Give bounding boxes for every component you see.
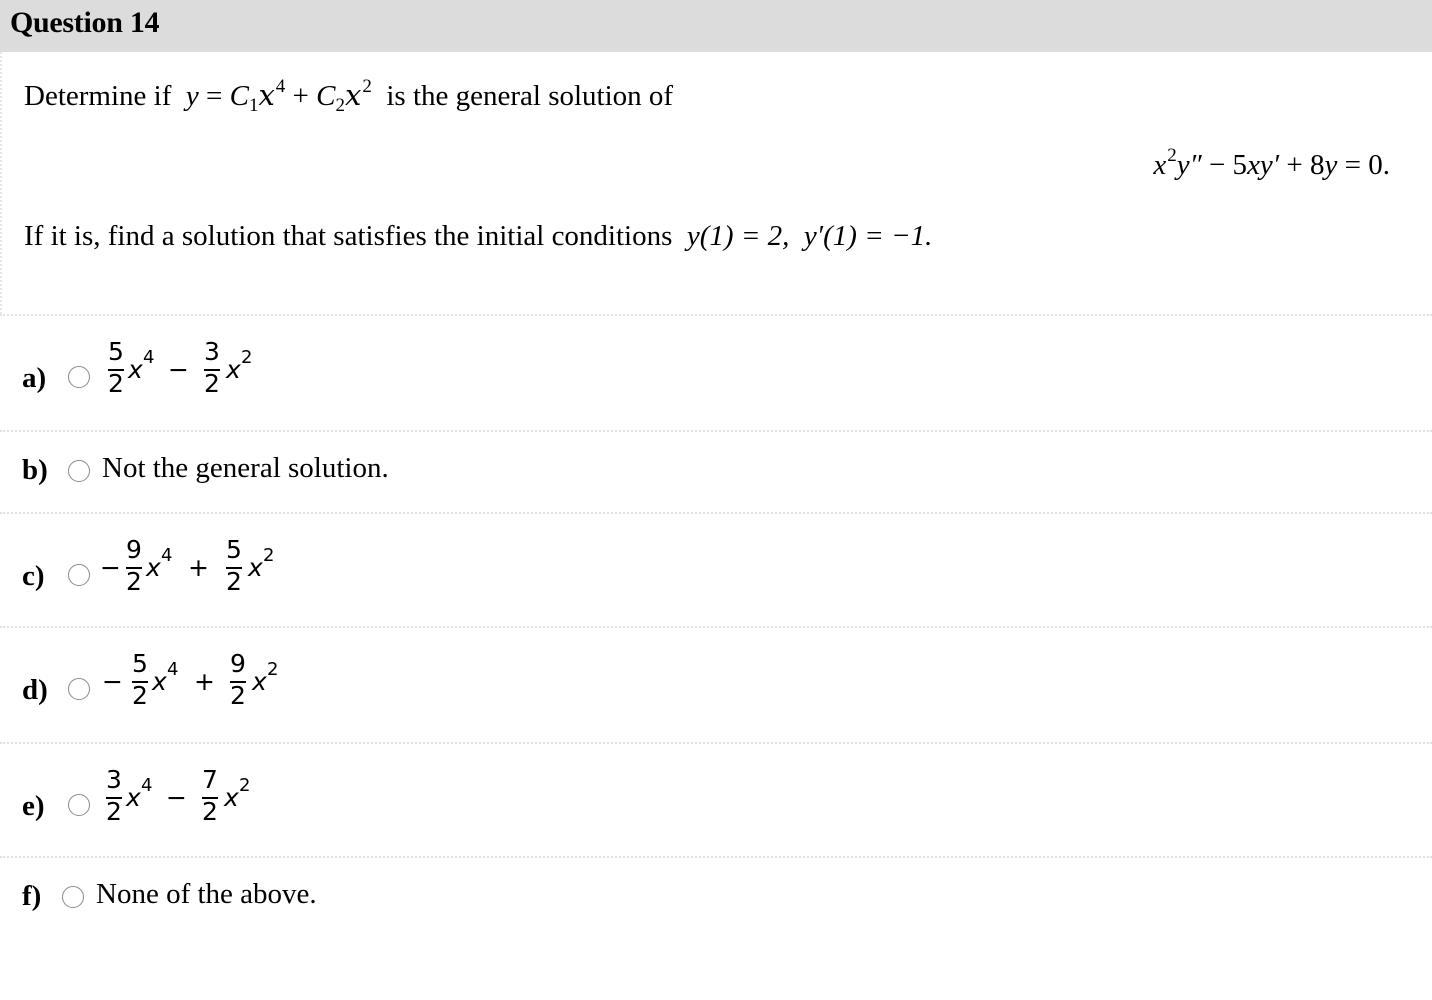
stem-suffix: is the general solution of [386, 80, 674, 112]
option-c [0, 514, 1432, 626]
option-d-exp-2: 2 [267, 659, 279, 680]
stem-ic-cond1: y(1) = 2, [686, 220, 790, 252]
option-b-radio[interactable] [68, 460, 90, 482]
option-d-den-2: 2 [230, 681, 246, 710]
option-c-num-2: 5 [226, 535, 242, 564]
stem-exp2: 2 [362, 76, 372, 97]
option-f [0, 858, 1432, 938]
option-e-num-2: 7 [202, 765, 218, 794]
stem-c1: C [229, 80, 249, 112]
option-a-exp-1: 4 [143, 347, 155, 368]
option-e-den-1: 2 [106, 797, 122, 826]
option-a-exp-2: 2 [241, 347, 253, 368]
option-d-letter: d) [22, 674, 48, 706]
option-a-operator: − [168, 355, 189, 384]
stem-c2: C [316, 80, 336, 112]
option-e-exp-2: 2 [239, 775, 251, 796]
option-c-den-1: 2 [126, 567, 142, 596]
option-e-letter: e) [22, 790, 45, 822]
stem-line-initial-conditions [24, 220, 932, 253]
option-c-exp-2: 2 [263, 545, 275, 566]
stem-x2: x [345, 78, 362, 112]
question-header [0, 0, 1432, 52]
option-c-num-1: 9 [126, 535, 142, 564]
option-c-var-1: x [146, 553, 161, 582]
option-e-num-1: 3 [106, 765, 122, 794]
option-a-var-1: x [128, 355, 143, 384]
option-d-operator: + [194, 667, 215, 696]
option-e-var-1: x [126, 783, 141, 812]
stem-eq: = [198, 80, 230, 112]
stem-exp1: 4 [275, 76, 286, 97]
option-e-radio[interactable] [68, 794, 90, 816]
option-d [0, 628, 1432, 742]
stem-c2-sub: 2 [335, 95, 345, 116]
option-a-var-2: x [226, 355, 241, 384]
option-c-expression [100, 536, 300, 616]
option-c-letter: c) [22, 560, 45, 592]
option-b [0, 432, 1432, 512]
option-a-den-2: 2 [204, 369, 220, 398]
question-title: Question 14 [10, 6, 160, 39]
option-d-radio[interactable] [68, 678, 90, 700]
option-d-num-1: 5 [132, 649, 148, 678]
option-e-exp-1: 4 [141, 775, 153, 796]
option-c-den-2: 2 [226, 567, 242, 596]
option-d-num-2: 9 [230, 649, 246, 678]
option-a-den-1: 2 [108, 369, 124, 398]
option-c-exp-1: 4 [161, 545, 173, 566]
ode-y2: y″ [1176, 149, 1202, 181]
ode-plus: + 8 [1279, 149, 1325, 181]
option-f-radio[interactable] [62, 886, 84, 908]
option-b-letter: b) [22, 454, 48, 486]
option-e [0, 744, 1432, 856]
stem-c1-sub: 1 [248, 95, 259, 116]
option-a [0, 316, 1432, 430]
option-a-num-1: 5 [108, 337, 124, 366]
option-f-text: None of the above. [96, 878, 317, 910]
stem-line-determine [24, 76, 674, 116]
option-e-den-2: 2 [202, 797, 218, 826]
option-c-operator: + [188, 553, 209, 582]
stem-ic-cond2: y′(1) = −1. [803, 220, 933, 252]
stem-plus: + [285, 80, 317, 112]
option-a-expression [104, 338, 284, 418]
option-d-var-2: x [252, 667, 267, 696]
stem-y: y [185, 80, 199, 112]
ode-x-exp: 2 [1167, 145, 1177, 166]
option-f-letter: f) [22, 880, 42, 912]
option-c-var-2: x [248, 553, 263, 582]
ode-minus: − 5 [1201, 149, 1248, 181]
option-a-letter: a) [22, 362, 47, 394]
ode-y: y [1324, 149, 1338, 181]
option-c-radio[interactable] [68, 564, 90, 586]
option-e-var-2: x [224, 783, 239, 812]
option-d-den-1: 2 [132, 681, 148, 710]
stem-x1: x [258, 78, 275, 112]
option-c-sign: − [100, 553, 121, 582]
option-a-num-2: 3 [204, 337, 220, 366]
ode-x: x [1153, 149, 1167, 181]
option-e-expression [102, 766, 282, 846]
option-d-expression [102, 650, 302, 730]
ode-xy: xy′ [1247, 149, 1280, 181]
option-d-exp-1: 4 [167, 659, 179, 680]
option-e-operator: − [166, 783, 187, 812]
question-stem [0, 52, 1432, 314]
stem-ic-prefix: If it is, find a solution that satisfies the initial conditions [24, 220, 673, 252]
stem-prefix: Determine if [24, 80, 172, 112]
option-d-sign: − [102, 667, 123, 696]
ode-equation [1153, 145, 1390, 182]
option-b-text: Not the general solution. [102, 452, 389, 484]
ode-end: = 0. [1337, 149, 1390, 181]
option-a-radio[interactable] [68, 366, 90, 388]
option-d-var-1: x [152, 667, 167, 696]
